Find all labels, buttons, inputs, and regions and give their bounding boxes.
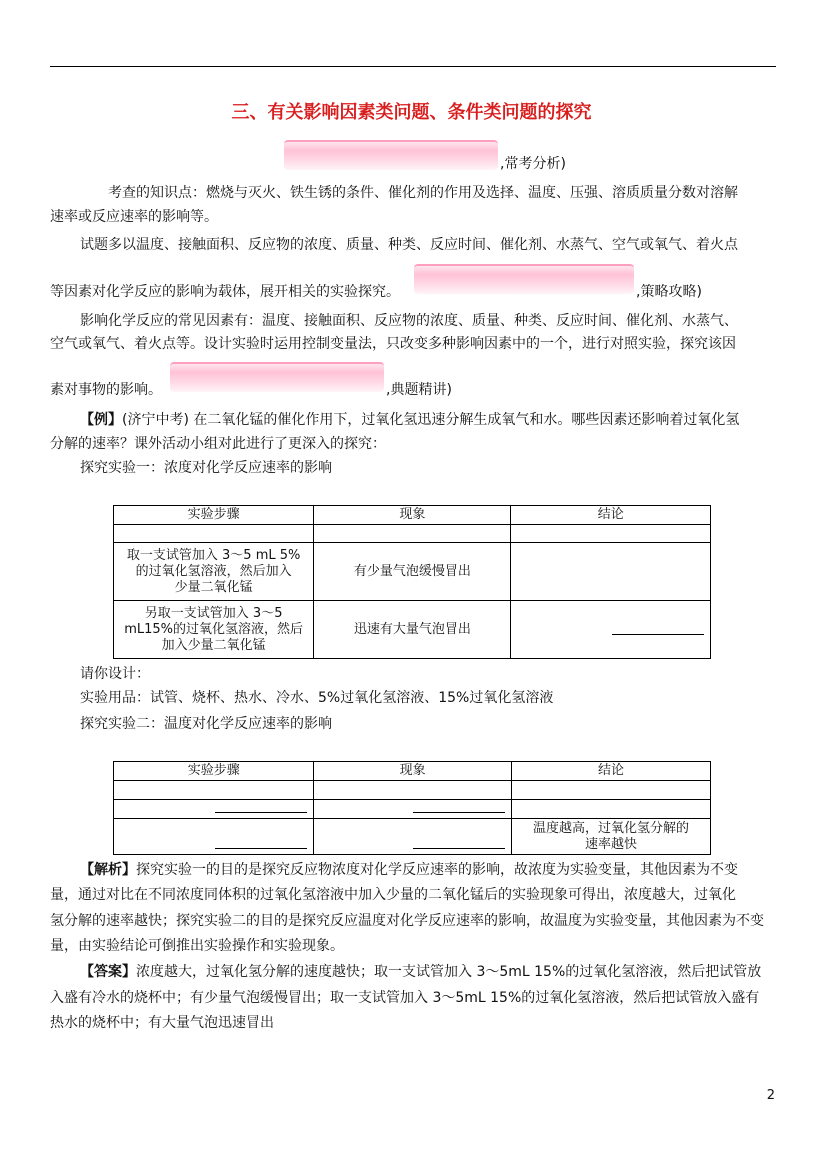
- table-cell: [511, 800, 710, 819]
- column-header-conclusion: 结论: [511, 762, 710, 781]
- header-rule: [50, 66, 776, 67]
- table-row: [114, 543, 711, 601]
- table-cell-conclusion: [511, 819, 710, 855]
- table-cell: [511, 525, 711, 543]
- column-header-steps: 实验步骤: [114, 506, 314, 525]
- table-header-row: [114, 506, 711, 525]
- paragraph-text: 空气或氧气、着火点等。设计实验时运用控制变量法，只改变多种影响因素中的一个，进行对照实验，探究该因: [50, 336, 736, 352]
- table-cell: [114, 525, 314, 543]
- table-cell: [511, 781, 710, 800]
- paragraph-text: 试题多以温度、接触面积、反应物的浓度、质量、种类、反应时间、催化剂、水蒸气、空气或氧气、着火点: [80, 237, 738, 253]
- cell-line: 取一支试管加入 3～5 mL 5%: [126, 547, 301, 563]
- table-cell: [314, 525, 511, 543]
- table-row: [114, 781, 711, 800]
- table-cell-conclusion: [511, 601, 711, 659]
- page-title: 三、有关影响因素类问题、条件类问题的探究: [231, 102, 592, 123]
- table-row: [114, 800, 711, 819]
- table-cell-step: [114, 543, 314, 601]
- materials-text: 实验用品：试管、烧杯、热水、冷水、5%过氧化氢溶液、15%过氧化氢溶液: [80, 690, 554, 706]
- section-label-strategy: ,策略攻略): [636, 284, 702, 300]
- answer-blank[interactable]: [413, 800, 505, 813]
- table-cell-step: [114, 601, 314, 659]
- answer-line: [80, 962, 761, 982]
- analysis-text: 探究实验一的目的是探究反应物浓度对化学反应速率的影响，故浓度为实验变量，其他因素为不变: [136, 862, 738, 878]
- section-banner-strategy: [414, 264, 634, 294]
- table-row: [114, 819, 711, 855]
- paragraph-text: 速率或反应速率的影响等。: [50, 209, 218, 225]
- section-banner-example: [170, 362, 384, 392]
- table-cell-phenomenon: [314, 800, 511, 819]
- page-number: 2: [766, 1088, 775, 1103]
- answer-blank[interactable]: [413, 836, 505, 849]
- example-tag: 【例】: [80, 412, 122, 428]
- cell-line: 速率越快: [584, 836, 637, 852]
- analysis-tag: 【解析】: [80, 862, 136, 878]
- paragraph-text: 考查的知识点：燃烧与灭火、铁生锈的条件、催化剂的作用及选择、温度、压强、溶质质量分数对溶解: [108, 185, 738, 201]
- answer-tag: 【答案】: [80, 964, 136, 980]
- answer-blank[interactable]: [612, 620, 704, 635]
- table-row: [114, 525, 711, 543]
- example-text: (济宁中考) 在二氧化锰的催化作用下，过氧化氢迅速分解生成氧气和水。哪些因素还影响着过氧化氢: [122, 412, 740, 428]
- table-cell-step: [114, 800, 314, 819]
- section-banner-analysis: [284, 140, 498, 170]
- analysis-line: [80, 860, 738, 880]
- table-cell-phenomenon: 有少量气泡缓慢冒出: [314, 543, 511, 601]
- analysis-text: 量，由实验结论可倒推出实验操作和实验现象。: [50, 938, 344, 954]
- experiment-2-title: 探究实验二：温度对化学反应速率的影响: [80, 716, 332, 732]
- answer-text: 入盛有冷水的烧杯中；有少量气泡缓慢冒出；取一支试管加入 3～5mL 15%的过氧化氢溶液，然后把试管放入盛有: [50, 990, 760, 1006]
- table-cell: [114, 781, 314, 800]
- column-header-conclusion: 结论: [511, 506, 711, 525]
- experiment-1-table: [113, 505, 711, 659]
- experiment-1-title: 探究实验一：浓度对化学反应速率的影响: [80, 460, 332, 476]
- cell-line: mL15%的过氧化氢溶液，然后: [124, 621, 304, 637]
- cell-line: 另取一支试管加入 3～5: [144, 605, 283, 621]
- example-line: [80, 410, 739, 430]
- cell-line: 少量二氧化锰: [174, 579, 253, 595]
- cell-line: 温度越高，过氧化氢分解的: [532, 820, 689, 836]
- table-cell: [314, 781, 511, 800]
- answer-blank[interactable]: [215, 800, 307, 813]
- paragraph-text: 素对事物的影响。: [50, 382, 162, 398]
- column-header-phenomenon: 现象: [314, 506, 511, 525]
- table-row: [114, 601, 711, 659]
- table-header-row: [114, 762, 711, 781]
- answer-blank[interactable]: [215, 836, 307, 849]
- cell-line: 加入少量二氧化锰: [161, 637, 266, 653]
- example-text: 分解的速率？课外活动小组对此进行了更深入的探究：: [50, 436, 386, 452]
- table-cell-step: [114, 819, 314, 855]
- analysis-text: 氢分解的速率越快；探究实验二的目的是探究反应温度对化学反应速率的影响，故温度为实验变量，其他因素为不变: [50, 913, 764, 929]
- cell-line: 的过氧化氢溶液，然后加入: [135, 563, 292, 579]
- paragraph-text: 等因素对化学反应的影响为载体，展开相关的实验探究。: [50, 284, 400, 300]
- paragraph-text: 影响化学反应的常见因素有：温度、接触面积、反应物的浓度、质量、种类、反应时间、催化剂、水蒸气、: [80, 313, 738, 329]
- design-prompt: 请你设计：: [80, 666, 150, 682]
- table-cell-phenomenon: [314, 819, 511, 855]
- section-label-example: ,典题精讲): [386, 382, 452, 398]
- section-label-analysis: ,常考分析): [500, 156, 566, 172]
- analysis-text: 量，通过对比在不同浓度同体积的过氧化氢溶液中加入少量的二氧化锰后的实验现象可得出，浓度越大，过氧化: [50, 887, 736, 903]
- experiment-2-table: [113, 761, 711, 855]
- table-cell: [511, 543, 711, 601]
- column-header-phenomenon: 现象: [314, 762, 511, 781]
- column-header-steps: 实验步骤: [114, 762, 314, 781]
- answer-text: 浓度越大，过氧化氢分解的速度越快；取一支试管加入 3～5mL 15%的过氧化氢溶液，然后把试管放: [136, 964, 762, 980]
- answer-text: 热水的烧杯中；有大量气泡迅速冒出: [50, 1015, 274, 1031]
- table-cell-phenomenon: 迅速有大量气泡冒出: [314, 601, 511, 659]
